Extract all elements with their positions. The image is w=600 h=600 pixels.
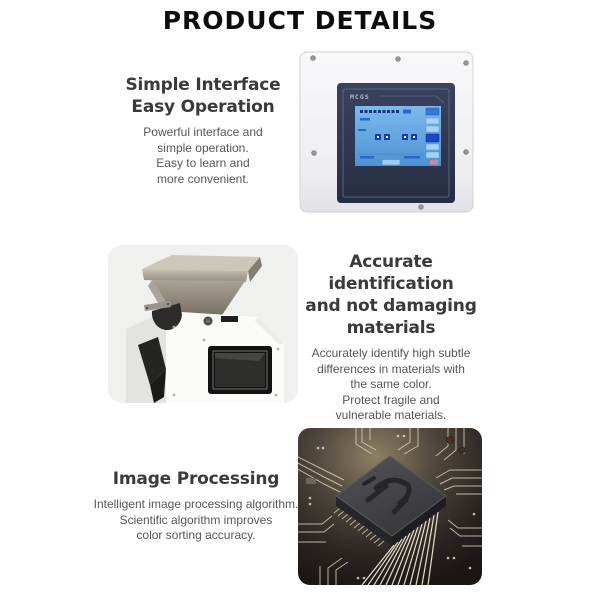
page-title: PRODUCT DETAILS: [162, 6, 438, 35]
section-heading-line: Image Processing: [112, 469, 280, 489]
section-body-line: the same color.: [350, 377, 432, 391]
nameplate-label: [221, 316, 238, 322]
section-body-line: Accurately identify high subtle: [311, 346, 471, 360]
viewing-window: [208, 346, 272, 394]
screen-bottom-button: [382, 160, 400, 166]
section-body-line: color sorting accuracy.: [136, 528, 256, 542]
section-body-line: vulnerable materials.: [335, 408, 447, 422]
section-body-line: differences in materials with: [317, 361, 465, 376]
section-image-processing-text: [93, 468, 299, 544]
mcgs-brand-label: MCGS: [350, 93, 370, 101]
section-body-line: Protect fragile and: [342, 392, 440, 407]
touchscreen-hmi: [337, 83, 455, 203]
section-body-line: simple operation.: [157, 140, 249, 155]
section-heading-line: Accurate identification: [328, 252, 454, 294]
section-accurate-identification-text: [295, 251, 487, 424]
section-body-line: Scientific algorithm improves: [119, 512, 273, 527]
section-body-line: Easy to learn and: [156, 156, 250, 170]
circuit-board-photo: [298, 428, 482, 585]
control-panel-photo: [298, 50, 475, 215]
color-sorter-machine-photo: [108, 245, 298, 403]
section-heading-line: Easy Operation: [131, 97, 275, 117]
section-simple-interface-text: [113, 74, 293, 187]
section-body-line: Powerful interface and: [143, 125, 263, 139]
section-body-line: more convenient.: [156, 171, 250, 186]
section-heading-line: and not damaging: [305, 296, 477, 316]
section-heading-line: materials: [346, 318, 436, 338]
section-body-line: Intelligent image processing algorithm.: [93, 497, 299, 511]
section-heading-line: Simple Interface: [125, 75, 281, 95]
